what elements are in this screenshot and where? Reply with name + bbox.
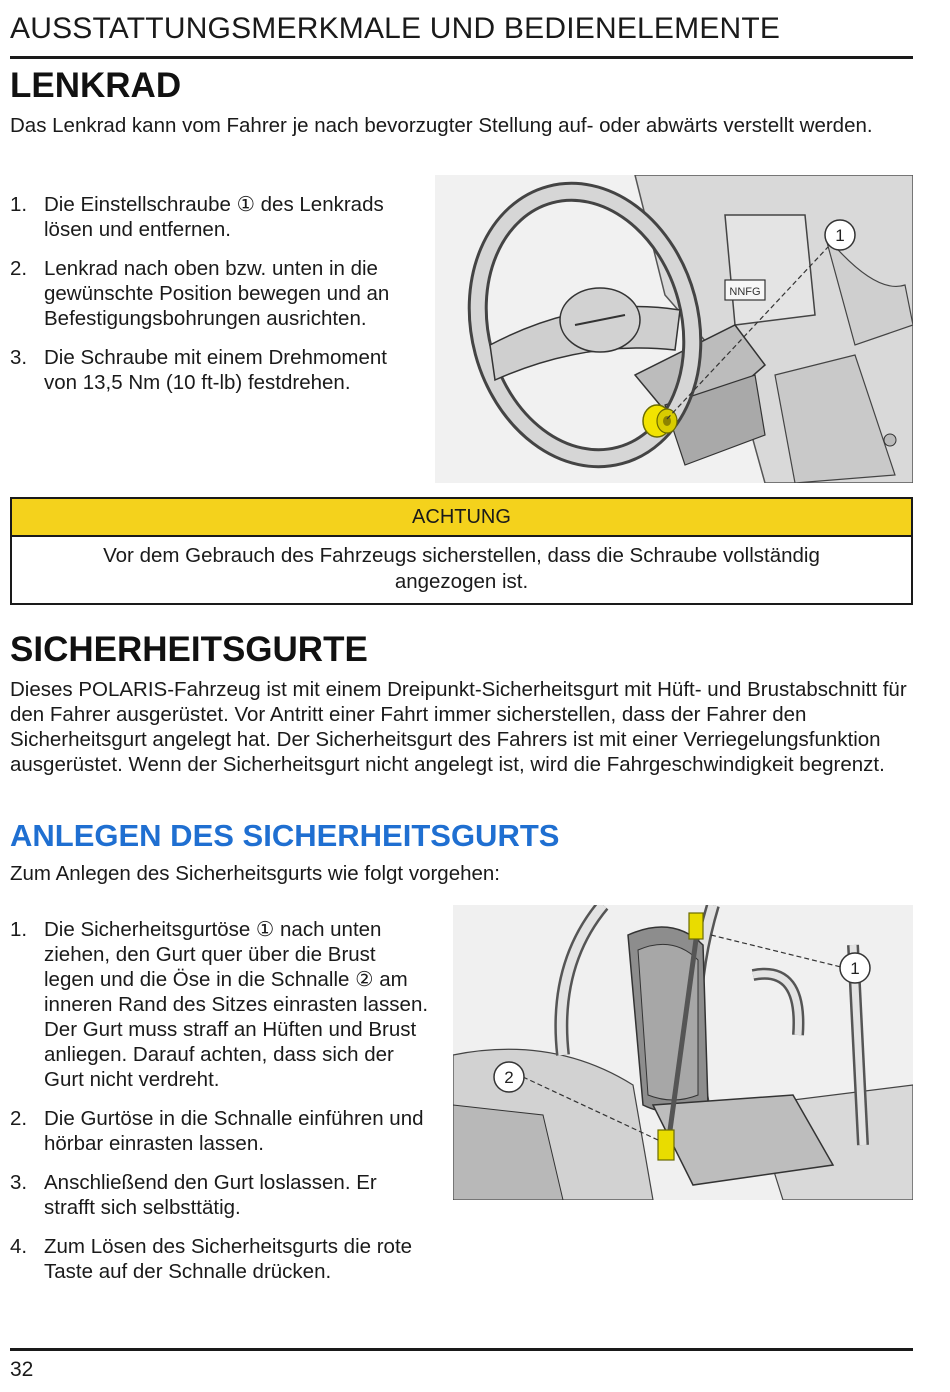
step-text: Die Einstellschraube ① des Lenkrads lösen und entfernen. [44,193,384,241]
list-item [10,345,420,395]
steering-wheel-figure [435,175,913,483]
step-number: 3. [10,1171,28,1194]
step-number: 2. [10,1107,28,1130]
step-number: 3. [10,346,28,369]
seatbelts-title: SICHERHEITSGURTE [10,630,368,669]
callout-1: 1 [835,226,845,245]
callout-1: 1 [850,959,860,978]
list-item [10,917,430,1092]
manual-page [10,0,913,1392]
step-number: 1. [10,193,28,216]
footer-rule [10,1348,913,1351]
step-text: Die Schraube mit einem Drehmoment von 13,5 Nm (10 ft-lb) festdrehen. [44,346,387,394]
step-text: Lenkrad nach oben bzw. unten in die gewünschte Position bewegen und an Befestigungsbohrungen ausrichten. [44,257,390,330]
callout-2: 2 [504,1068,514,1087]
dash-logo: NNFG [729,286,761,298]
caution-text: Vor dem Gebrauch des Fahrzeugs sicherstellen, dass die Schraube vollständig angezogen ist. [103,544,820,593]
list-item [10,1234,430,1284]
page-number: 32 [10,1358,34,1381]
step-text: Die Sicherheitsgurtöse ① nach unten ziehen, den Gurt quer über die Brust legen und die Öse in die Schnalle ② am inneren Rand des Sitzes einrasten lassen. Der Gurt muss straff an Hüften und Brust anliegen. Darauf achten, dass sich der Gurt nicht verdreht. [44,918,429,1091]
fastening-steps [10,917,430,1298]
step-text: Anschließend den Gurt loslassen. Er strafft sich selbsttätig. [44,1171,377,1219]
seatbelts-body: Dieses POLARIS-Fahrzeug ist mit einem Dreipunkt-Sicherheitsgurt mit Hüft- und Brustabschnitt für den Fahrer ausgerüstet. Vor Antritt einer Fahrt immer sicherstellen, dass der Fahrer den Sicherheitsgurt angelegt hat. Der Sicherheitsgurt des Fahrers ist mit einer Verriegelungsfunktion ausgerüstet. Wenn der Sicherheitsgurt nicht angelegt ist, wird die Fahrgeschwindigkeit begrenzt. [10,678,907,776]
step-number: 2. [10,257,28,280]
caution-heading: ACHTUNG [12,499,911,537]
steering-intro: Das Lenkrad kann vom Fahrer je nach bevorzugter Stellung auf- oder abwärts verstellt werden. [10,114,873,137]
caution-notice [10,497,913,605]
step-number: 4. [10,1235,28,1258]
step-text: Die Gurtöse in die Schnalle einführen und hörbar einrasten lassen. [44,1107,424,1155]
list-item [10,192,420,242]
seatbelt-figure [453,905,913,1200]
list-item [10,1170,430,1220]
steering-steps [10,192,420,409]
fastening-intro: Zum Anlegen des Sicherheitsgurts wie folgt vorgehen: [10,862,500,885]
steering-title: LENKRAD [10,66,182,105]
step-text: Zum Lösen des Sicherheitsgurts die rote Taste auf der Schnalle drücken. [44,1235,413,1283]
section-header: AUSSTATTUNGSMERKMALE UND BEDIENELEMENTE [10,12,781,45]
header-rule [10,56,913,59]
list-item [10,1106,430,1156]
fastening-title: ANLEGEN DES SICHERHEITSGURTS [10,818,560,853]
step-number: 1. [10,918,28,941]
list-item [10,256,420,331]
